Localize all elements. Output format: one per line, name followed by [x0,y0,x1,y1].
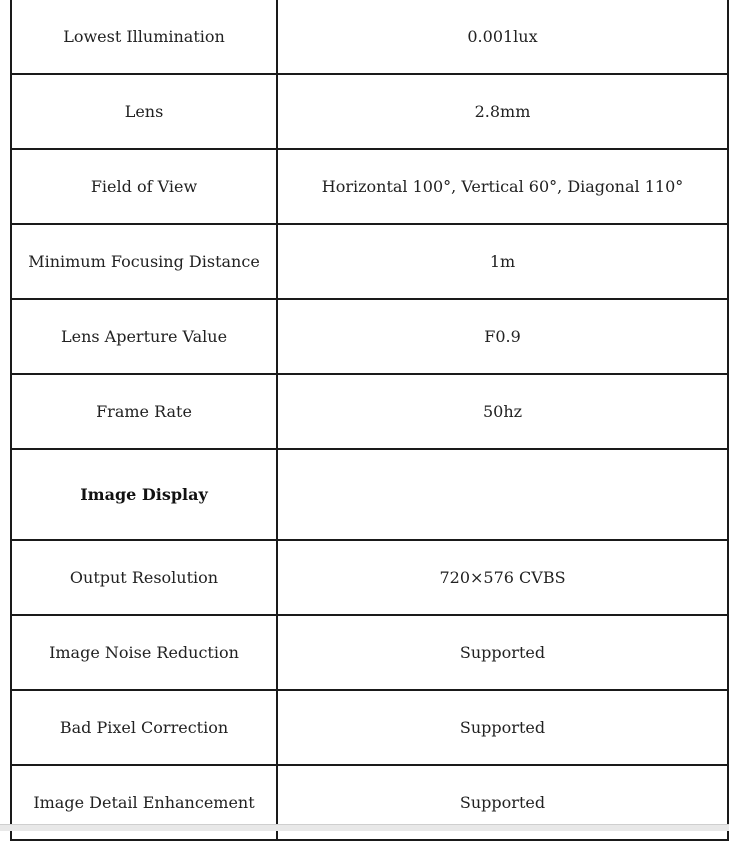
spec-value: Supported [277,615,728,690]
spec-value: 720×576 CVBS [277,540,728,615]
spec-label: Image Noise Reduction [11,615,277,690]
table-row [11,374,728,449]
spec-value: Horizontal 100°, Vertical 60°, Diagonal 110° [277,149,728,224]
spec-label: Minimum Focusing Distance [11,224,277,299]
spec-value: 0.001lux [277,0,728,74]
spec-label: Lens [11,74,277,149]
table-row [11,224,728,299]
table-row [11,149,728,224]
table-row [11,690,728,765]
section-title: Image Display [11,449,277,540]
spec-value: Supported [277,765,728,840]
table-row [11,299,728,374]
spec-label: Frame Rate [11,374,277,449]
table-row [11,74,728,149]
spec-label: Image Detail Enhancement [11,765,277,840]
table-row [11,0,728,74]
section-header-row [11,449,728,540]
spec-table [10,0,729,841]
section-empty-cell [277,449,728,540]
spec-label: Lens Aperture Value [11,299,277,374]
spec-label: Lowest Illumination [11,0,277,74]
table-row [11,540,728,615]
spec-value: 50hz [277,374,728,449]
spec-label: Bad Pixel Correction [11,690,277,765]
spec-value: 1m [277,224,728,299]
spec-value: F0.9 [277,299,728,374]
spec-value: Supported [277,690,728,765]
spec-label: Output Resolution [11,540,277,615]
spec-label: Field of View [11,149,277,224]
table-row [11,615,728,690]
spec-value: 2.8mm [277,74,728,149]
